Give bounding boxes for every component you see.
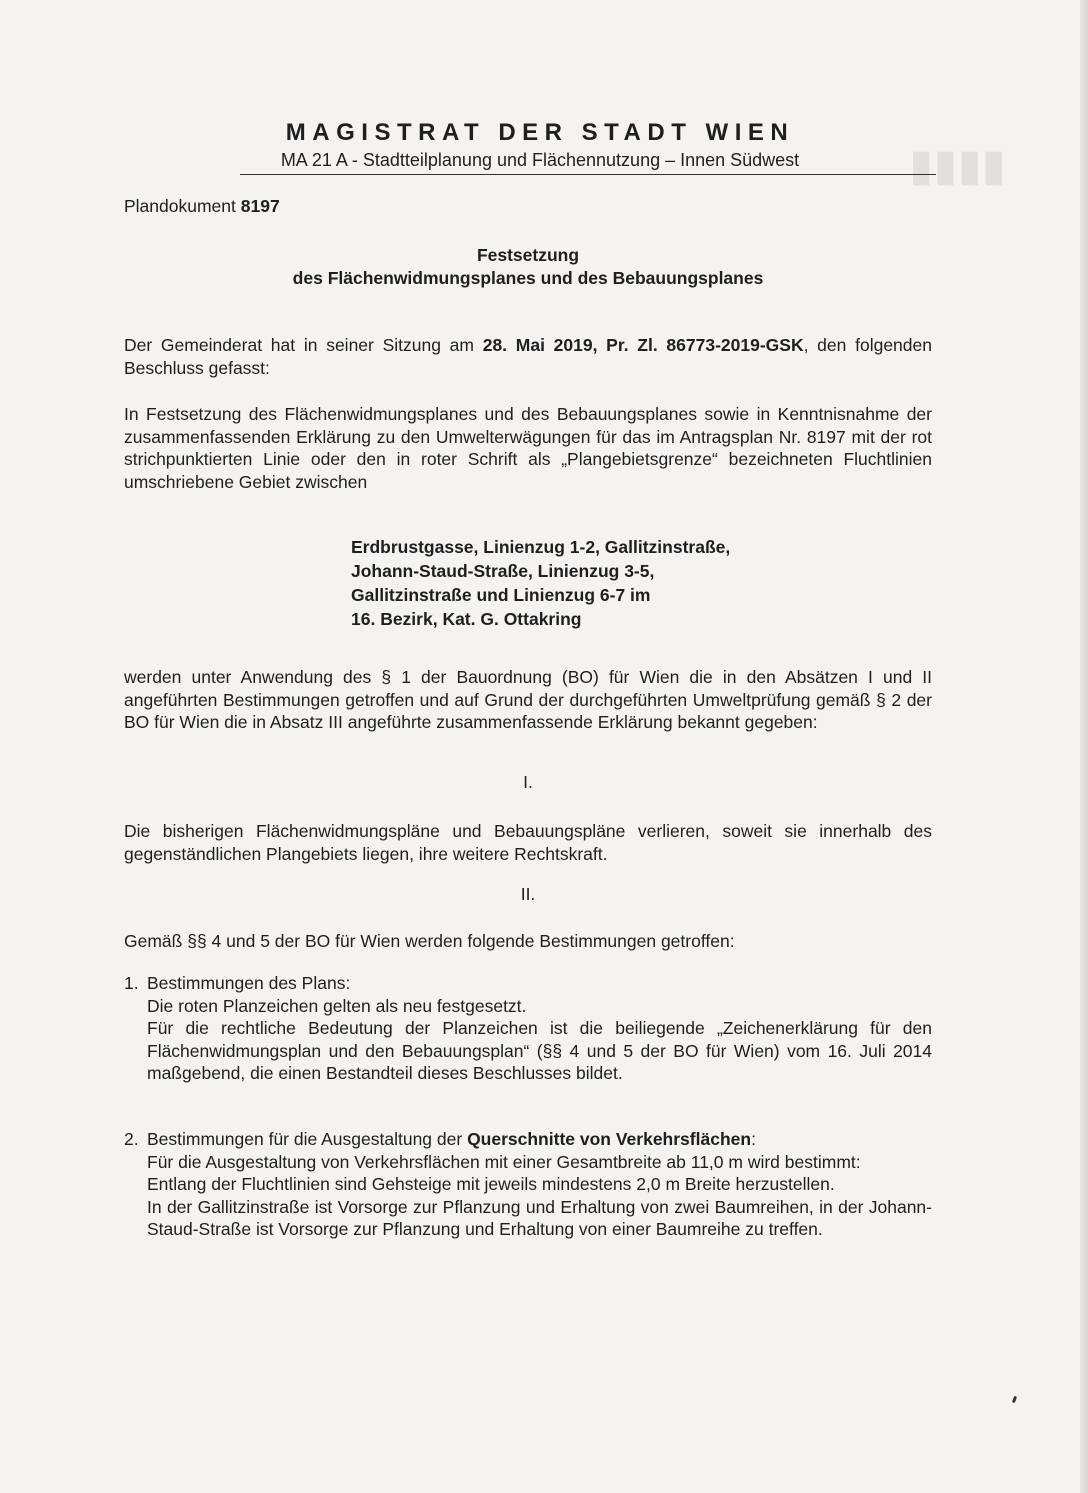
document-title-line2: des Flächenwidmungsplanes und des Bebauungsplanes [292, 268, 764, 288]
department-subtitle: MA 21 A - Stadtteilplanung und Flächennutzung – Innen Südwest [280, 150, 800, 170]
document-title-line1: Festsetzung [476, 245, 580, 265]
session-reference: 28. Mai 2019, Pr. Zl. 86773-2019-GSK [482, 335, 804, 355]
provision-item-1 [124, 972, 932, 1085]
provision-number: 2. [124, 1129, 139, 1149]
section-2-intro: Gemäß §§ 4 und 5 der BO für Wien werden folgende Bestimmungen getroffen: [124, 931, 735, 951]
provision-heading-post: : [751, 1129, 756, 1149]
authority-title: MAGISTRAT DER STADT WIEN [285, 119, 795, 146]
plan-area-location [351, 535, 730, 631]
provision-number: 1. [124, 973, 139, 993]
scope-paragraph: In Festsetzung des Flächenwidmungsplanes und des Bebauungsplanes sowie in Kenntnisnahme der zusammenfassenden Erklärung zu den Umwelterwägungen für das im Antragsplan Nr. 8197 mit der rot strichpunktierten Linie oder den in roter Schrift als „Plangebietsgrenze“ bezeichneten Fluchtlinien umschriebene Gebiet zwischen [124, 404, 932, 492]
plan-document-id [124, 196, 280, 217]
provision-line: Für die rechtliche Bedeutung der Planzeichen ist die beiliegende „Zeichenerklärung für den Flächenwidmungsplan und den Bebauungsplan“ (§§ 4 und 5 der BO für Wien) vom 16. Juli 2014 maßgebend, die einen Bestandteil dieses Beschlusses bildet. [147, 1018, 932, 1083]
location-line3: Gallitzinstraße und Linienzug 6-7 im [351, 585, 651, 605]
plan-document-number: 8197 [240, 196, 280, 216]
plan-document-label: Plandokument [124, 196, 236, 216]
page-edge [1080, 0, 1088, 1493]
intro-paragraph [124, 334, 932, 379]
provision-heading-bold: Querschnitte von Verkehrsflächen [467, 1129, 752, 1149]
provision-heading-pre: Bestimmungen für die Ausgestaltung der [147, 1129, 468, 1149]
intro-pre: Der Gemeinderat hat in seiner Sitzung am [124, 335, 483, 355]
document-title [124, 244, 932, 290]
ink-speck [1012, 1396, 1017, 1404]
location-line4: 16. Bezirk, Kat. G. Ottakring [351, 609, 582, 629]
provision-line: Für die Ausgestaltung von Verkehrsflächen mit einer Gesamtbreite ab 11,0 m wird bestimmt: [147, 1151, 861, 1172]
provision-heading: Bestimmungen des Plans: [147, 973, 351, 993]
location-line1: Erdbrustgasse, Linienzug 1-2, Gallitzinstraße, [351, 537, 731, 557]
section-2-numeral: II. [520, 884, 536, 904]
provision-heading [147, 1128, 932, 1151]
provision-line: Entlang der Fluchtlinien sind Gehsteige mit jeweils mindestens 2,0 m Breite herzustellen. [147, 1174, 835, 1194]
provision-line: Die roten Planzeichen gelten als neu festgesetzt. [147, 995, 527, 1016]
provision-item-2 [124, 1128, 932, 1241]
header-rule [240, 174, 936, 175]
intro-post: , den folgenden Beschluss gefasst: [124, 335, 932, 378]
letterhead [240, 118, 936, 172]
location-line2: Johann-Staud-Straße, Linienzug 3-5, [351, 561, 655, 581]
show-through-shadow: ▮▮▮▮ [909, 141, 1006, 190]
provision-line: In der Gallitzinstraße ist Vorsorge zur Pflanzung und Erhaltung von zwei Baumreihen, in der Johann-Staud-Straße ist Vorsorge zur Pflanzung und Erhaltung von einer Baumreihe zu treffen. [147, 1196, 932, 1239]
section-1-numeral: I. [523, 772, 533, 792]
application-paragraph: werden unter Anwendung des § 1 der Bauordnung (BO) für Wien die in den Absätzen I und II angeführten Bestimmungen getroffen und auf Grund der durchgeführten Umweltprüfung gemäß § 2 der BO für Wien die in Absatz III angeführte zusammenfassende Erklärung bekannt gegeben: [124, 667, 932, 732]
section-1-paragraph: Die bisherigen Flächenwidmungspläne und Bebauungspläne verlieren, soweit sie innerhalb des gegenständlichen Plangebiets liegen, ihre weitere Rechtskraft. [124, 821, 932, 864]
